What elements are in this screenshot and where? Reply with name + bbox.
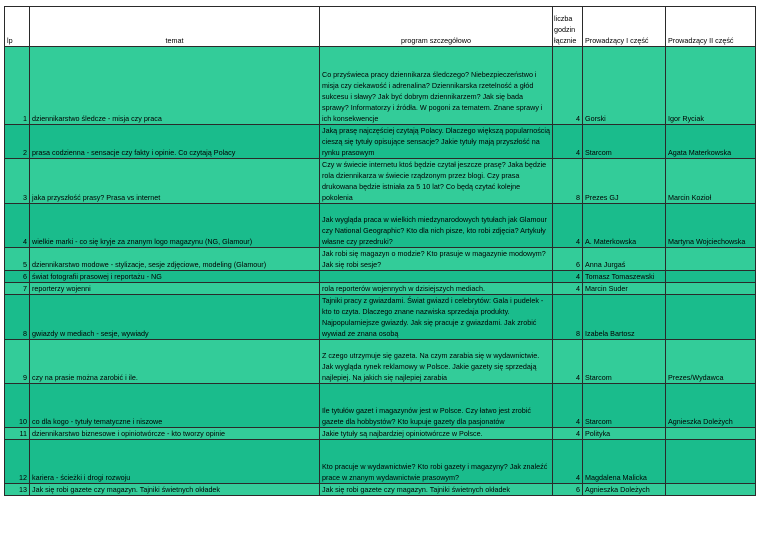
cell-hours[interactable]: 4 [553, 271, 583, 283]
cell-topic[interactable]: reporterzy wojenni [30, 283, 320, 295]
cell-lp[interactable]: 10 [5, 384, 30, 428]
cell-program[interactable]: Z czego utrzymuje się gazeta. Na czym zarabia się w wydawnictwie. Jak wygląda rynek reklamowy w Polsce. Jakie gazety się sprzedają najlepiej. Na jakich się najlepiej zarabia [320, 340, 553, 384]
cell-lead-2[interactable]: Martyna Wojciechowska [666, 204, 756, 248]
cell-lead-1[interactable]: Polityka [583, 428, 666, 440]
table-row [5, 283, 756, 295]
table-row [5, 295, 756, 340]
cell-lead-2[interactable]: Prezes/Wydawca [666, 340, 756, 384]
cell-hours[interactable]: 4 [553, 125, 583, 159]
header-lead-2[interactable]: Prowadzący II część [666, 7, 756, 47]
cell-program[interactable]: Jak się robi gazete czy magazyn. Tajniki świetnych okładek [320, 484, 553, 496]
cell-lead-1[interactable]: Starcom [583, 340, 666, 384]
cell-hours[interactable]: 4 [553, 283, 583, 295]
cell-lead-1[interactable]: Marcin Suder [583, 283, 666, 295]
header-topic[interactable]: temat [30, 7, 320, 47]
cell-lp[interactable]: 4 [5, 204, 30, 248]
cell-program[interactable]: rola reporterów wojennych w dzisiejszych mediach. [320, 283, 553, 295]
cell-hours[interactable]: 4 [553, 340, 583, 384]
cell-topic[interactable]: co dla kogo - tytuły tematyczne i niszowe [30, 384, 320, 428]
cell-lead-1[interactable]: Anna Jurgaś [583, 248, 666, 271]
cell-program[interactable]: Kto pracuje w wydawnictwie? Kto robi gazety i magazyny? Jak znaleźć prace w znanym wydawnictwie prasowym? [320, 440, 553, 484]
cell-lead-1[interactable]: Prezes GJ [583, 159, 666, 204]
cell-lead-2[interactable]: Agata Materkowska [666, 125, 756, 159]
cell-program[interactable]: Czy w świecie internetu ktoś będzie czytał jeszcze prasę? Jaka będzie rola dziennikarza w świecie rządzonym przez blogi. Czy prasa drukowana będzie istniała za 5 10 lat? Co będą czytać kolejne pokolenia [320, 159, 553, 204]
cell-program[interactable]: Jak wygląda praca w wielkich miedzynarodowych tytułach jak Glamour czy National Geographic? Kto dla nich pisze, kto robi zdjęcia? Artykuły własne czy przedruki? [320, 204, 553, 248]
cell-topic[interactable]: dziennikarstwo modowe - stylizacje, sesje zdjęciowe, modeling (Glamour) [30, 248, 320, 271]
cell-lead-2[interactable]: Marcin Kozioł [666, 159, 756, 204]
cell-topic[interactable]: dziennikarstwo biznesowe i opiniotwórcze - kto tworzy opinie [30, 428, 320, 440]
cell-lead-1[interactable]: Magdalena Malicka [583, 440, 666, 484]
table-row [5, 204, 756, 248]
course-schedule-table [4, 6, 756, 496]
cell-lp[interactable]: 7 [5, 283, 30, 295]
table-row [5, 428, 756, 440]
table-row [5, 125, 756, 159]
cell-hours[interactable]: 6 [553, 484, 583, 496]
cell-lead-2[interactable] [666, 295, 756, 340]
cell-hours[interactable]: 6 [553, 248, 583, 271]
cell-lp[interactable]: 3 [5, 159, 30, 204]
header-lead-1[interactable]: Prowadzący I część [583, 7, 666, 47]
header-hours[interactable]: liczba godzin łącznie [553, 7, 583, 47]
cell-program[interactable]: Ile tytułów gazet i magazynów jest w Polsce. Czy łatwo jest zrobić gazete dla hobbystów? Kto kupuje gazety dla pasjonatów [320, 384, 553, 428]
cell-program[interactable]: Co przyświeca pracy dziennikarza śledczego? Niebezpieczeństwo i misja czy ciekawość i adrenalina? Dziennikarska rzetelność a głód sukcesu i sławy? Jak być dobrym dziennikarzem? Jak się bada sprawy? Informatorzy i źródła. W pogoni za tematem. Znane sprawy i ich konsekwencje [320, 47, 553, 125]
cell-lp[interactable]: 1 [5, 47, 30, 125]
cell-lead-2[interactable] [666, 271, 756, 283]
cell-topic[interactable]: prasa codzienna - sensacje czy fakty i opinie. Co czytają Polacy [30, 125, 320, 159]
cell-topic[interactable]: dziennikarstwo śledcze - misja czy praca [30, 47, 320, 125]
cell-program[interactable]: Tajniki pracy z gwiazdami. Świat gwiazd i celebrytów: Gala i pudelek - kto to czyta. Dlaczego znane nazwiska sprzedaja produkty. Najpopularniejsze gwiazdy. Jak się pracuje z gwiazdami. Jak zrobić wywiad ze znana osobą [320, 295, 553, 340]
cell-lead-1[interactable]: Gorski [583, 47, 666, 125]
cell-hours[interactable]: 8 [553, 159, 583, 204]
cell-lead-2[interactable] [666, 484, 756, 496]
cell-lead-1[interactable]: A. Materkowska [583, 204, 666, 248]
cell-lead-2[interactable]: Igor Ryciak [666, 47, 756, 125]
cell-topic[interactable]: Jak się robi gazete czy magazyn. Tajniki świetnych okładek [30, 484, 320, 496]
cell-topic[interactable]: czy na prasie można zarobić i ile. [30, 340, 320, 384]
cell-topic[interactable]: kariera - ścieżki i drogi rozwoju [30, 440, 320, 484]
table-row [5, 248, 756, 271]
cell-lead-1[interactable]: Starcom [583, 384, 666, 428]
cell-lp[interactable]: 5 [5, 248, 30, 271]
cell-hours[interactable]: 4 [553, 204, 583, 248]
cell-lp[interactable]: 8 [5, 295, 30, 340]
cell-lp[interactable]: 11 [5, 428, 30, 440]
cell-lead-1[interactable]: Agnieszka Doleżych [583, 484, 666, 496]
cell-lead-2[interactable] [666, 428, 756, 440]
table-row [5, 484, 756, 496]
cell-topic[interactable]: jaka przyszłość prasy? Prasa vs internet [30, 159, 320, 204]
table-row [5, 340, 756, 384]
cell-lead-2[interactable] [666, 248, 756, 271]
cell-hours[interactable]: 4 [553, 428, 583, 440]
cell-topic[interactable]: gwiazdy w mediach - sesje, wywiady [30, 295, 320, 340]
cell-lp[interactable]: 9 [5, 340, 30, 384]
cell-hours[interactable]: 4 [553, 440, 583, 484]
cell-lp[interactable]: 6 [5, 271, 30, 283]
header-lp[interactable]: lp [5, 7, 30, 47]
header-program[interactable]: program szczegółowo [320, 7, 553, 47]
cell-hours[interactable]: 8 [553, 295, 583, 340]
cell-lead-2[interactable] [666, 440, 756, 484]
cell-topic[interactable]: wielkie marki - co się kryje za znanym logo magazynu (NG, Glamour) [30, 204, 320, 248]
cell-lp[interactable]: 13 [5, 484, 30, 496]
cell-program[interactable]: Jak robi się magazyn o modzie? Kto prasuje w magazynie modowym? Jak się robi sesje? [320, 248, 553, 271]
cell-program[interactable]: Jaką prasę najczęściej czytają Polacy. Dlaczego większą popularnością cieszą się tytuły opisujące sensacje? Jakie tytuły mają przyszłość na rynku prasowym [320, 125, 553, 159]
cell-lead-2[interactable]: Agnieszka Doleżych [666, 384, 756, 428]
table-row [5, 384, 756, 428]
cell-topic[interactable]: świat fotografii prasowej i reportażu - NG [30, 271, 320, 283]
cell-lead-2[interactable] [666, 283, 756, 295]
table-row [5, 47, 756, 125]
table-row [5, 159, 756, 204]
table-row [5, 440, 756, 484]
cell-program[interactable]: Jakie tytuły są najbardziej opiniotwórcze w Polsce. [320, 428, 553, 440]
table-row [5, 271, 756, 283]
cell-lp[interactable]: 2 [5, 125, 30, 159]
header-row [5, 7, 756, 47]
cell-lead-1[interactable]: Izabela Bartosz [583, 295, 666, 340]
cell-hours[interactable]: 4 [553, 47, 583, 125]
cell-lp[interactable]: 12 [5, 440, 30, 484]
cell-program[interactable] [320, 271, 553, 283]
cell-hours[interactable]: 4 [553, 384, 583, 428]
cell-lead-1[interactable]: Tomasz Tomaszewski [583, 271, 666, 283]
cell-lead-1[interactable]: Starcom [583, 125, 666, 159]
